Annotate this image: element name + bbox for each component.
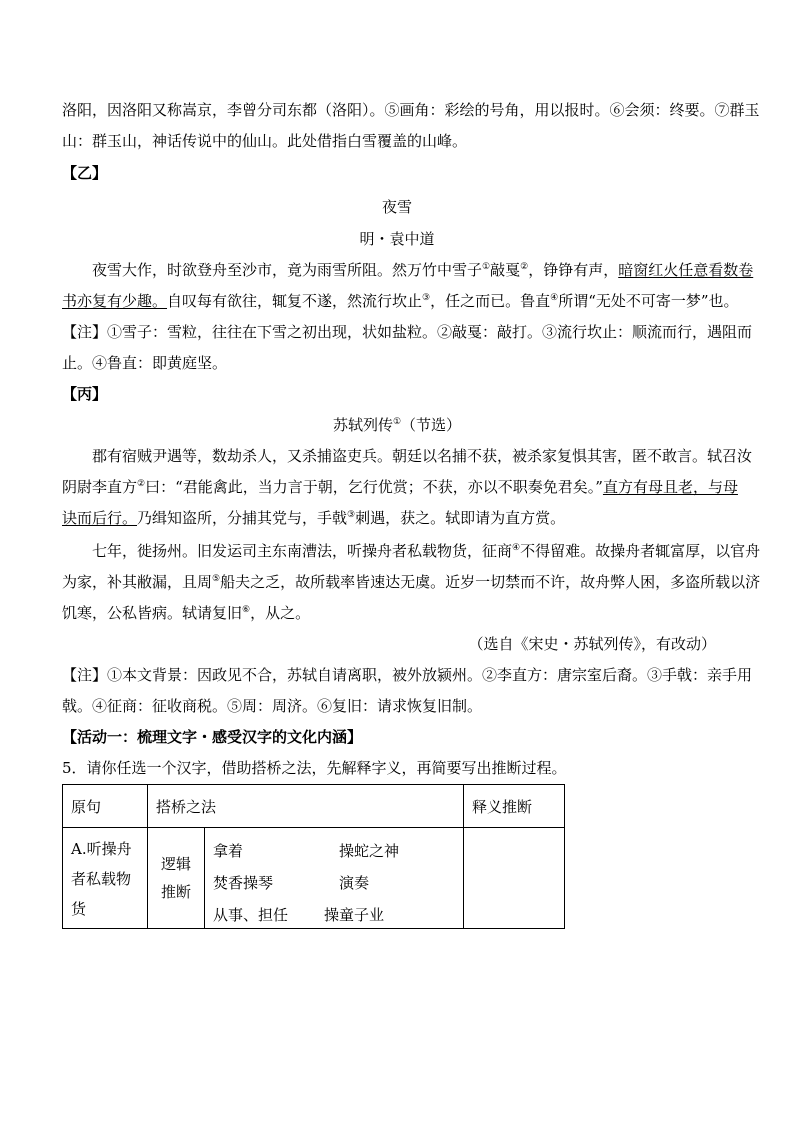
passage-line: 为家，补其敝漏，且周⑤船夫之乏，故所载率皆速达无虞。近岁一切禁而不许，故舟弊人困，多盗所载以济 (62, 573, 761, 591)
underlined-sentence: 暗窗红火任意看数卷 (618, 261, 754, 279)
passage-line: 郡有宿贼尹遇等，数劫杀人，又杀捕盗吏兵。朝廷以名捕不获，被杀家复惧其害，匿不敢言。轼召汝 (92, 447, 753, 465)
poem-author: 明・袁中道 (359, 230, 435, 248)
note-line: 【注】①本文背景：因政见不合，苏轼自请离职，被外放颍州。②李直方：唐宗室后裔。③手戟：亲手用 (62, 666, 753, 684)
note-line: 止。④鲁直：即黄庭坚。 (62, 354, 228, 372)
note-line: 洛阳，因洛阳又称嵩京，李曾分司东都（洛阳）。⑤画角：彩绘的号角，用以报时。⑥会须：终要。⑦群玉 (62, 101, 760, 119)
underlined-sentence: 诀而后行。 (62, 509, 138, 527)
inference-answer-cell[interactable] (464, 828, 565, 929)
note-line: 【注】①雪子：雪粒，往往在下雪之初出现，状如盐粒。②敲戛：敲打。③流行坎止：顺流而行，遇阻而 (62, 323, 753, 341)
note-line: 山：群玉山，神话传说中的仙山。此处借指白雪覆盖的山峰。 (62, 132, 468, 150)
header-method: 搭桥之法 (148, 785, 464, 828)
example-phrase: 操蛇之神 (339, 842, 400, 860)
passage-line: 夜雪大作，时欲登舟至沙市，竟为雨雪所阻。然万竹中雪子①敲戛②，铮铮有声，暗窗红火任意看数卷 (92, 261, 754, 279)
passage-title: 苏轼列传①（节选） (332, 416, 462, 434)
header-inference: 释义推断 (464, 785, 565, 828)
question-5: 5．请你任选一个汉字，借助搭桥之法，先解释字义，再简要写出推断过程。 (62, 759, 567, 777)
underlined-sentence: 直方有母且老，与母 (602, 478, 738, 496)
source-citation: （选自《宋史・苏轼列传》，有改动） (468, 635, 716, 653)
table-row (63, 828, 565, 929)
logic-cell: 逻辑 推断 (148, 828, 205, 929)
passage-line: 阴尉李直方②曰：“君能禽此，当力言于朝，乞行优赏；不获，亦以不职奏免君矣。”直方有母且老，与母 (62, 478, 738, 496)
underlined-sentence: 书亦复有少趣。 (62, 292, 168, 310)
header-original: 原句 (63, 785, 148, 828)
section-label-yi: 【乙】 (62, 164, 108, 182)
example-meaning: 演奏 (339, 874, 370, 892)
activity-heading: 【活动一：梳理文字・感受汉字的文化内涵】 (62, 728, 363, 746)
examples-cell (205, 828, 464, 929)
table-header-row (63, 785, 565, 828)
example-phrase: 焚香操琴 (213, 874, 274, 892)
example-meaning: 拿着 (213, 842, 244, 860)
poem-title: 夜雪 (381, 198, 412, 216)
original-sentence-cell: A.听操舟 者私载物 货 (63, 828, 148, 929)
passage-line: 饥寒，公私皆病。轼请复旧⑥，从之。 (62, 604, 311, 622)
passage-line: 诀而后行。乃缉知盗所，分捕其党与，手戟③刺遇，获之。轼即请为直方赏。 (62, 509, 566, 527)
example-meaning: 从事、担任 (213, 906, 289, 924)
example-phrase: 操童子业 (324, 906, 385, 924)
section-label-bing: 【丙】 (62, 385, 108, 403)
passage-line: 七年，徙扬州。旧发运司主东南漕法，听操舟者私载物货，征商④不得留难。故操舟者辄富厚，以官舟 (92, 542, 761, 560)
passage-line: 书亦复有少趣。自叹每有欲往，辄复不遂，然流行坎止③，任之而已。鲁直④所谓“无处不可寄一梦”也。 (62, 292, 739, 310)
reasoning-table (62, 784, 565, 929)
note-line: 戟。④征商：征收商税。⑤周：周济。⑥复旧：请求恢复旧制。 (62, 697, 483, 715)
